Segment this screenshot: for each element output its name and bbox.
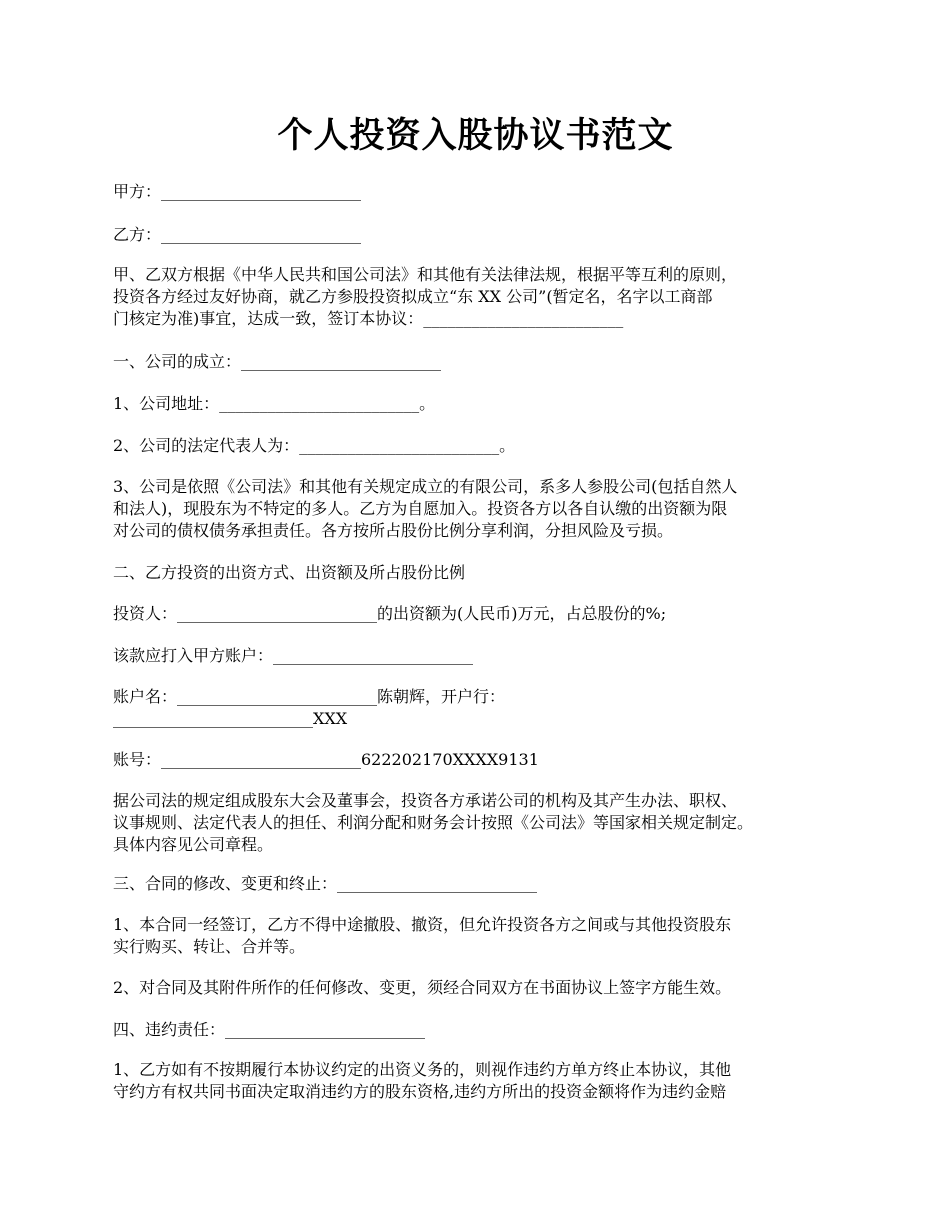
text-line: 投资人：_________________________的出资额为(人民币)万元，占总股份的%; (113, 604, 667, 623)
text-line: 1、乙方如有不按期履行本协议约定的出资义务的，则视作违约方单方终止本协议，其他 (113, 1060, 732, 1079)
governance-paragraph (113, 790, 853, 856)
section-heading-establishment (113, 351, 853, 373)
text-line: 2、对合同及其附件所作的任何修改、变更，须经合同双方在书面协议上签字方能生效。 (113, 978, 732, 997)
account-number-item (113, 749, 853, 771)
text-line: 对公司的债权债务承担责任。各方按所占股份比例分享利润，分担风险及亏损。 (113, 521, 674, 540)
modification-clause-2 (113, 977, 853, 999)
document-title: 个人投资入股协议书范文 (277, 115, 674, 156)
text-line: 门核定为准)事宜，达成一致，签订本协议：_________________________ (113, 309, 624, 328)
liability-clause-1 (113, 1059, 853, 1103)
text-line: 据公司法的规定组成股东大会及董事会，投资各方承诺公司的机构及其产生办法、职权、 (113, 791, 738, 810)
text-line: 账号：_________________________622202170XXXX9131 (113, 750, 539, 769)
section-heading-investment (113, 562, 853, 584)
text-line: 一、公司的成立：_________________________ (113, 352, 442, 371)
text-line: 该款应打入甲方账户：_________________________ (113, 646, 474, 665)
account-name-item (113, 686, 853, 730)
bank-account-item (113, 645, 853, 667)
text-line: 3、公司是依照《公司法》和其他有关规定成立的有限公司，系多人参股公司(包括自然人 (113, 477, 738, 496)
text-line: _________________________XXX (113, 709, 348, 728)
text-line: 1、本合同一经签订，乙方不得中途撤股、撤资，但允许投资各方之间或与其他投资股东 (113, 915, 732, 934)
section-heading-modification (113, 873, 853, 895)
intro-paragraph (113, 264, 853, 330)
section-heading-liability (113, 1019, 853, 1041)
document-page (113, 0, 853, 1230)
text-line: 和法人)，现股东为不特定的多人。乙方为自愿加入。投资各方以各自认缴的出资额为限 (113, 499, 728, 518)
text-line: 2、公司的法定代表人为：_________________________。 (113, 436, 516, 455)
text-line: 二、乙方投资的出资方式、出资额及所占股份比例 (113, 563, 466, 582)
text-line: 三、合同的修改、变更和终止：_________________________ (113, 874, 538, 893)
text-line: 议事规则、法定代表人的担任、利润分配和财务会计按照《公司法》等国家相关规定制定。 (113, 813, 754, 832)
text-line: 乙方：_________________________ (113, 225, 362, 244)
investor-amount-item (113, 603, 853, 625)
text-line: 甲方：_________________________ (113, 182, 362, 201)
text-line: 实行购买、转让、合并等。 (113, 937, 306, 956)
legal-representative-item (113, 435, 853, 457)
text-line: 账户名：_________________________陈朝辉，开户行： (113, 687, 506, 706)
text-line: 1、公司地址：_________________________。 (113, 394, 436, 413)
company-type-paragraph (113, 476, 853, 542)
text-line: 守约方有权共同书面决定取消违约方的股东资格,违约方所出的投资金额将作为违约金赔 (113, 1082, 727, 1101)
text-line: 具体内容见公司章程。 (113, 835, 274, 854)
party-b-field (113, 224, 853, 246)
text-line: 投资各方经过友好协商，就乙方参股投资拟成立“东 XX 公司”(暂定名，名字以工商部 (113, 287, 713, 306)
text-line: 甲、乙双方根据《中华人民共和国公司法》和其他有关法律法规，根据平等互利的原则， (113, 265, 738, 284)
company-address-item (113, 393, 853, 415)
party-a-field (113, 181, 853, 203)
modification-clause-1 (113, 914, 853, 958)
text-line: 四、违约责任：_________________________ (113, 1020, 426, 1039)
